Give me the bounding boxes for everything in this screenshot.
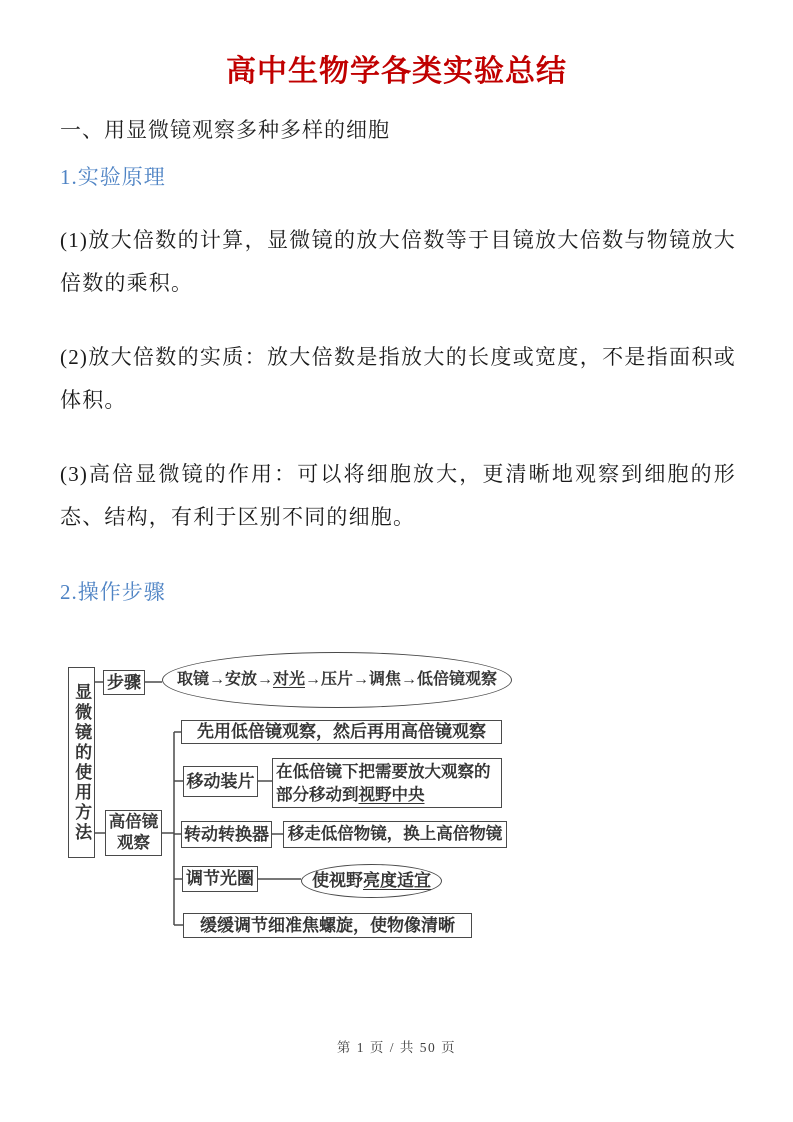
rule-low-then-high-box bbox=[181, 720, 502, 744]
paragraph-magnification-essence: (2)放大倍数的实质：放大倍数是指放大的长度或宽度，不是指面积或体积。 bbox=[60, 345, 736, 412]
fine-focus-box bbox=[183, 913, 472, 938]
move-slide-label-box bbox=[183, 766, 258, 797]
paragraph-high-power-function: (3)高倍显微镜的作用：可以将细胞放大，更清晰地观察到细胞的形态、结构，有利于区别不同的细胞。 bbox=[60, 462, 736, 529]
rule-low-then-high-text: 先用低倍镜观察，然后再用高倍镜观察 bbox=[197, 722, 486, 742]
adjust-diaphragm-label: 调节光圈 bbox=[186, 869, 254, 889]
diagram-root-box bbox=[68, 667, 95, 858]
high-power-observation-box bbox=[105, 810, 162, 856]
section-heading: 一、用显微镜观察多种多样的细胞 bbox=[60, 118, 390, 142]
subheading-experiment-principle: 1.实验原理 bbox=[60, 165, 166, 189]
underlined-brightness: 亮度适宜 bbox=[363, 871, 431, 891]
turn-nosepiece-label: 转动转换器 bbox=[184, 824, 269, 844]
underlined-field-center: 视野中央 bbox=[358, 785, 425, 804]
adjust-diaphragm-label-box bbox=[182, 866, 258, 892]
underlined-align-light: 对光 bbox=[272, 671, 305, 688]
turn-nosepiece-label-box bbox=[181, 821, 272, 848]
brightness-text: 使视野亮度适宜 bbox=[312, 871, 431, 891]
high-power-label: 高倍镜观察 bbox=[108, 812, 159, 852]
steps-flow-text: 取镜→安放→对光→压片→调焦→低倍镜观察 bbox=[176, 671, 498, 688]
steps-flow-ellipse bbox=[162, 652, 512, 708]
steps-label-box bbox=[103, 670, 145, 695]
document-title: 高中生物学各类实验总结 bbox=[226, 55, 567, 88]
brightness-ellipse bbox=[301, 864, 442, 898]
page-number: 第 1 页 / 共 50 页 bbox=[336, 1040, 457, 1055]
turn-nosepiece-desc-box bbox=[283, 821, 507, 848]
paragraph-magnification-calculation: (1)放大倍数的计算，显微镜的放大倍数等于目镜放大倍数与物镜放大倍数的乘积。 bbox=[60, 228, 736, 295]
microscope-usage-diagram bbox=[60, 650, 522, 950]
subheading-operation-steps: 2.操作步骤 bbox=[60, 580, 166, 604]
diagram-root-label: 显微镜的使用方法 bbox=[72, 682, 92, 843]
fine-focus-text: 缓缓调节细准焦螺旋，使物像清晰 bbox=[200, 915, 455, 935]
steps-label: 步骤 bbox=[107, 672, 141, 692]
turn-nosepiece-desc: 移走低倍物镜，换上高倍物镜 bbox=[287, 824, 503, 844]
move-slide-desc: 在低倍镜下把需要放大观察的部分移动到视野中央 bbox=[276, 762, 491, 804]
move-slide-desc-box bbox=[272, 758, 502, 808]
move-slide-label: 移动装片 bbox=[186, 771, 255, 791]
